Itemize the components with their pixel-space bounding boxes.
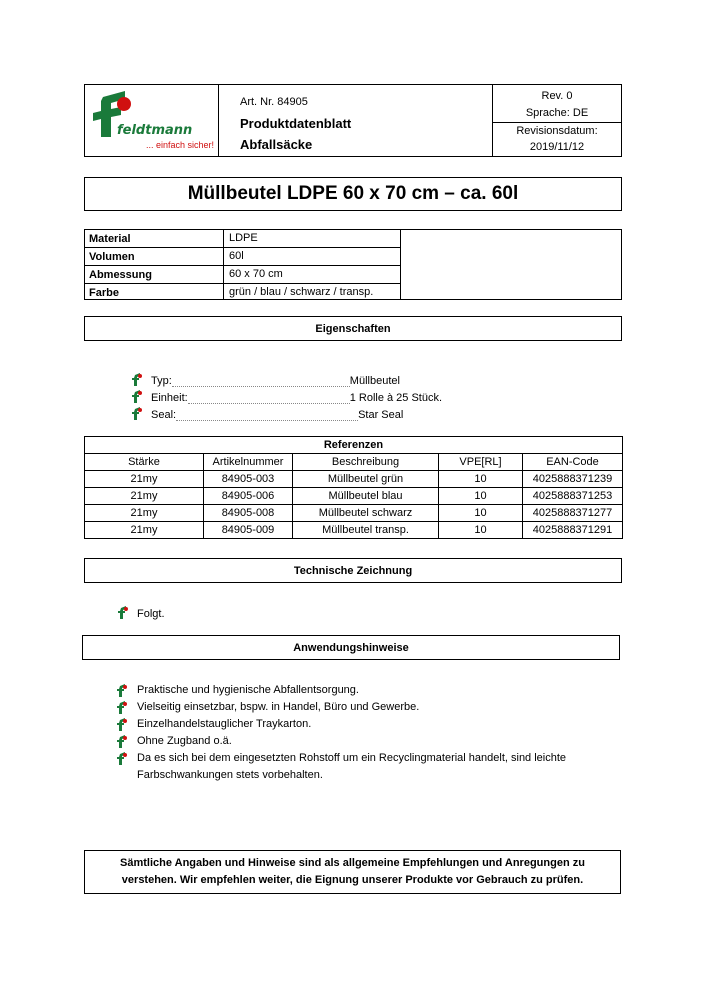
spec-value: 60 x 70 cm: [229, 268, 283, 280]
property-label: Einheit:: [151, 392, 188, 404]
revision-cell: [493, 85, 621, 156]
table-cell: 84905-009: [204, 522, 293, 539]
table-cell: Müllbeutel grün: [293, 471, 439, 488]
table-cell: 4025888371291: [523, 522, 623, 539]
table-cell: 84905-006: [204, 488, 293, 505]
section-title: Technische Zeichnung: [293, 564, 413, 577]
table-cell: Müllbeutel schwarz: [293, 505, 439, 522]
spec-row: [85, 284, 401, 302]
header-table: [84, 84, 622, 157]
disclaimer-line: verstehen. Wir empfehlen weiter, die Eignung unserer Produkte vor Gebrauch zu prüfen.: [121, 874, 584, 886]
section-technische-zeichnung: [84, 558, 622, 583]
table-row: [85, 505, 623, 522]
revision: Rev. 0: [541, 90, 573, 102]
technical-note-text: Folgt.: [137, 608, 165, 620]
section-title: Eigenschaften: [315, 322, 391, 335]
usage-note: Ohne Zugband o.ä.: [137, 735, 232, 747]
spec-key: Volumen: [89, 251, 135, 263]
property-value: Star Seal: [358, 409, 404, 421]
usage-note-continued: Farbschwankungen stets vorbehalten.: [137, 769, 323, 781]
disclaimer-line: Sämtliche Angaben und Hinweise sind als allgemeine Empfehlungen und Anregungen zu: [120, 857, 585, 869]
column-header: Beschreibung: [293, 454, 439, 471]
property-value: 1 Rolle à 25 Stück.: [349, 392, 443, 404]
table-cell: 21my: [85, 505, 204, 522]
feldtmann-bullet-icon: [117, 606, 129, 619]
logo-text: feldtmann: [117, 123, 193, 138]
property-value: Müllbeutel: [349, 375, 400, 387]
doc-subject: Abfallsäcke: [240, 137, 313, 152]
spec-row: [85, 266, 401, 284]
feldtmann-bullet-icon: [116, 701, 128, 714]
page-title-text: Müllbeutel LDPE 60 x 70 cm – ca. 60l: [187, 183, 519, 204]
table-cell: 4025888371239: [523, 471, 623, 488]
spec-table: [84, 229, 622, 300]
table-cell: 10: [439, 471, 523, 488]
property-label: Seal:: [151, 409, 177, 421]
usage-note: Da es sich bei dem eingesetzten Rohstoff um ein Recyclingmaterial handelt, sind leichte: [137, 752, 567, 764]
language: Sprache: DE: [525, 107, 589, 119]
feldtmann-bullet-icon: [116, 752, 128, 765]
usage-note: Vielseitig einsetzbar, bspw. in Handel, Büro und Gewerbe.: [137, 701, 420, 713]
spec-key: Abmessung: [89, 269, 152, 281]
property-label: Typ:: [151, 375, 172, 387]
spec-key: Material: [89, 233, 131, 245]
revision-divider: [493, 122, 621, 123]
table-cell: 10: [439, 505, 523, 522]
spec-key: Farbe: [89, 287, 119, 299]
spec-value: LDPE: [229, 232, 258, 244]
table-cell: 84905-008: [204, 505, 293, 522]
leader-dots: [172, 370, 350, 387]
table-row: [85, 471, 623, 488]
spec-row: [85, 248, 401, 266]
column-header: Artikelnummer: [204, 454, 293, 471]
table-cell: 21my: [85, 522, 204, 539]
feldtmann-bullet-icon: [131, 407, 143, 420]
spec-value: grün / blau / schwarz / transp.: [229, 286, 374, 298]
page-title: [84, 177, 622, 211]
usage-note: Praktische und hygienische Abfallentsorgung.: [137, 684, 359, 696]
table-cell: Müllbeutel transp.: [293, 522, 439, 539]
feldtmann-bullet-icon: [131, 373, 143, 386]
revision-date-label: Revisionsdatum:: [516, 125, 598, 137]
technical-note: [117, 606, 165, 623]
feldtmann-bullet-icon: [116, 735, 128, 748]
leader-dots: [188, 387, 350, 404]
table-header-row: [85, 454, 623, 471]
section-eigenschaften: [84, 316, 622, 341]
table-cell: 10: [439, 522, 523, 539]
doc-type: Produktdatenblatt: [240, 116, 352, 131]
spec-row: [85, 230, 401, 248]
title-cell: [219, 85, 493, 156]
logo-slogan: ... einfach sicher!: [145, 140, 214, 150]
section-title: Anwendungshinweise: [293, 641, 409, 654]
table-title-row: [85, 437, 623, 454]
table-cell: 21my: [85, 471, 204, 488]
column-header: VPE[RL]: [439, 454, 523, 471]
table-cell: Müllbeutel blau: [293, 488, 439, 505]
property-item: [131, 407, 403, 424]
table-cell: 10: [439, 488, 523, 505]
feldtmann-bullet-icon: [116, 718, 128, 731]
feldtmann-bullet-icon: [131, 390, 143, 403]
revision-date: 2019/11/12: [529, 141, 585, 153]
table-cell: 4025888371277: [523, 505, 623, 522]
usage-note: Einzelhandelstauglicher Traykarton.: [137, 718, 312, 730]
table-title: Referenzen: [85, 437, 623, 454]
table-cell: 84905-003: [204, 471, 293, 488]
spec-value: 60l: [229, 250, 244, 262]
table-row: [85, 488, 623, 505]
table-cell: 21my: [85, 488, 204, 505]
column-header: Stärke: [85, 454, 204, 471]
logo-cell: [85, 85, 219, 156]
feldtmann-bullet-icon: [116, 684, 128, 697]
section-anwendungshinweise: [82, 635, 620, 660]
leader-dots: [176, 404, 358, 421]
article-number: Art. Nr. 84905: [240, 96, 308, 108]
table-row: [85, 522, 623, 539]
table-cell: 4025888371253: [523, 488, 623, 505]
column-header: EAN-Code: [523, 454, 623, 471]
references-table: [84, 436, 623, 539]
disclaimer-box: [84, 850, 621, 894]
